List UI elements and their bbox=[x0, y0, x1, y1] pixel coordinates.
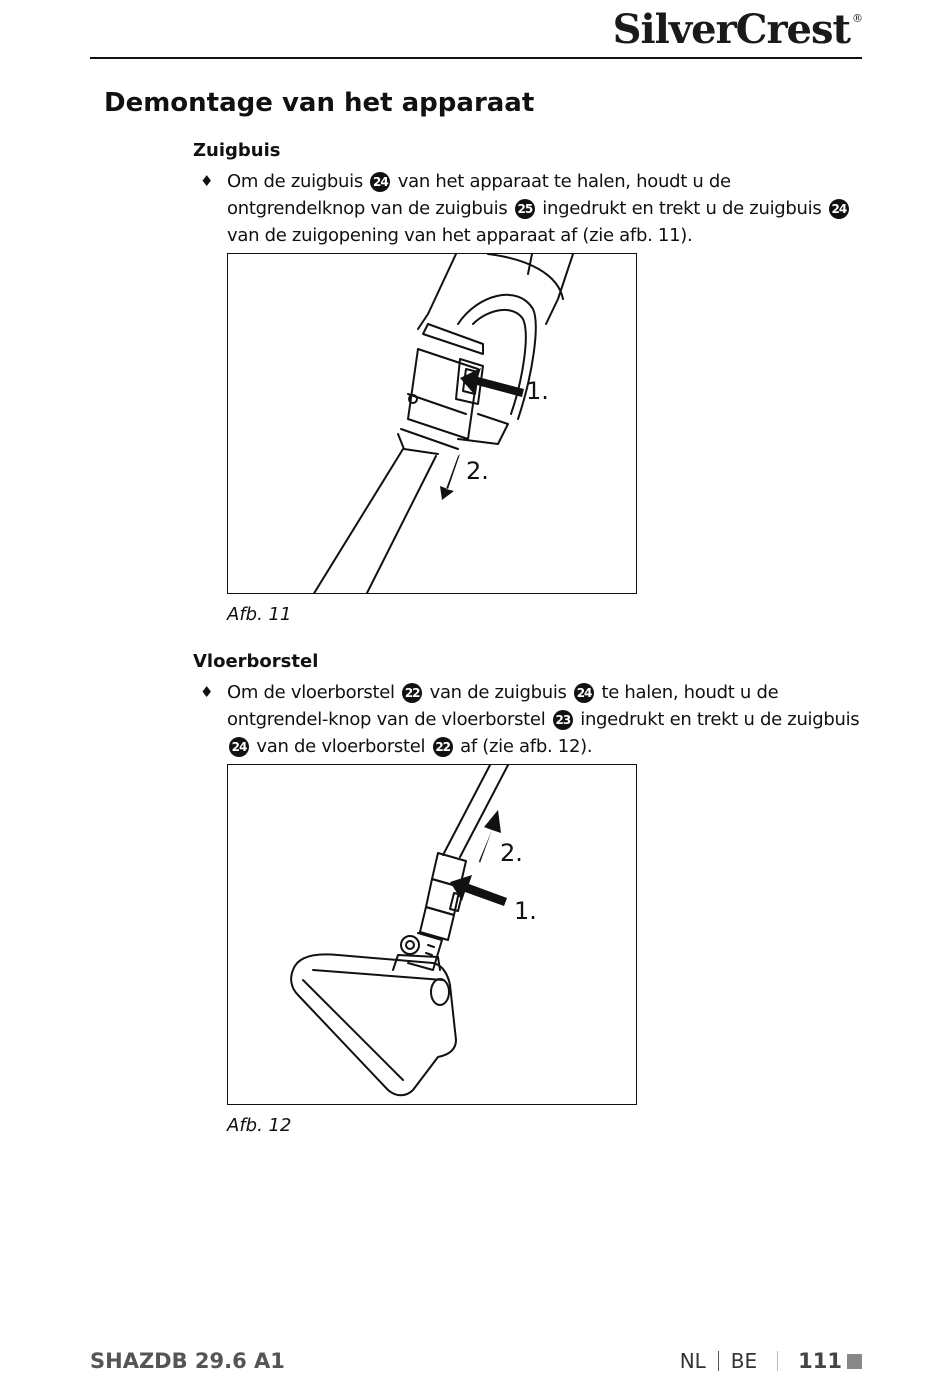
footer-pagination bbox=[680, 1349, 862, 1373]
step-label-2: 2. bbox=[500, 839, 523, 867]
ref-number-badge: 24 bbox=[574, 683, 594, 703]
model-number: SHAZDB 29.6 A1 bbox=[90, 1349, 285, 1373]
ref-number-badge: 24 bbox=[229, 737, 249, 757]
figure-caption: Afb. 11 bbox=[227, 604, 292, 625]
ref-number-badge: 22 bbox=[433, 737, 453, 757]
page-marker-square bbox=[847, 1354, 862, 1369]
ref-number-badge: 22 bbox=[402, 683, 422, 703]
header-rule bbox=[90, 57, 862, 59]
bullet-marker: ♦ bbox=[200, 172, 214, 190]
language-be: BE bbox=[730, 1349, 758, 1373]
figure-caption: Afb. 12 bbox=[227, 1115, 292, 1136]
instruction-text: Om de vloerborstel 22 van de zuigbuis 24 te halen, houdt u de ontgrendel-knop van de vloerborstel 23 ingedrukt en trekt u de zuigbuis 24 van de vloerborstel 22 af (zie afb. 12). bbox=[227, 682, 860, 757]
step-label-1: 1. bbox=[514, 897, 537, 925]
floor-brush-drawing bbox=[228, 765, 637, 1105]
ref-number-badge: 24 bbox=[370, 172, 390, 192]
instruction-zuigbuis bbox=[200, 168, 866, 249]
brand-name: SilverCrest bbox=[612, 6, 850, 53]
instruction-text: Om de zuigbuis 24 van het apparaat te halen, houdt u de ontgrendelknop van de zuigbuis 25 ingedrukt en trekt u de zuigbuis 24 van de zuigopening van het apparaat af (zie afb. 11). bbox=[227, 168, 866, 249]
bullet-marker: ♦ bbox=[200, 683, 214, 701]
arrow-icon bbox=[440, 454, 460, 500]
section-heading-vloerborstel: Vloerborstel bbox=[193, 651, 319, 672]
brand-logo bbox=[613, 6, 862, 53]
vacuum-tube-drawing bbox=[228, 254, 637, 594]
language-nl: NL bbox=[679, 1349, 706, 1373]
figure-11-illustration bbox=[227, 253, 637, 594]
step-label-1: 1. bbox=[526, 377, 549, 405]
ref-number-badge: 23 bbox=[553, 710, 573, 730]
arrow-icon bbox=[479, 810, 501, 863]
arrow-icon bbox=[450, 875, 507, 906]
instruction-vloerborstel bbox=[200, 679, 866, 760]
page-title: Demontage van het apparaat bbox=[104, 88, 535, 118]
divider bbox=[777, 1351, 778, 1371]
divider bbox=[718, 1351, 719, 1371]
ref-number-badge: 24 bbox=[829, 199, 849, 219]
ref-number-badge: 25 bbox=[515, 199, 535, 219]
section-heading-zuigbuis: Zuigbuis bbox=[193, 140, 281, 161]
figure-12-illustration bbox=[227, 764, 637, 1105]
step-label-2: 2. bbox=[466, 457, 489, 485]
page-number: 111 bbox=[798, 1349, 842, 1373]
registered-mark: ® bbox=[852, 12, 862, 25]
